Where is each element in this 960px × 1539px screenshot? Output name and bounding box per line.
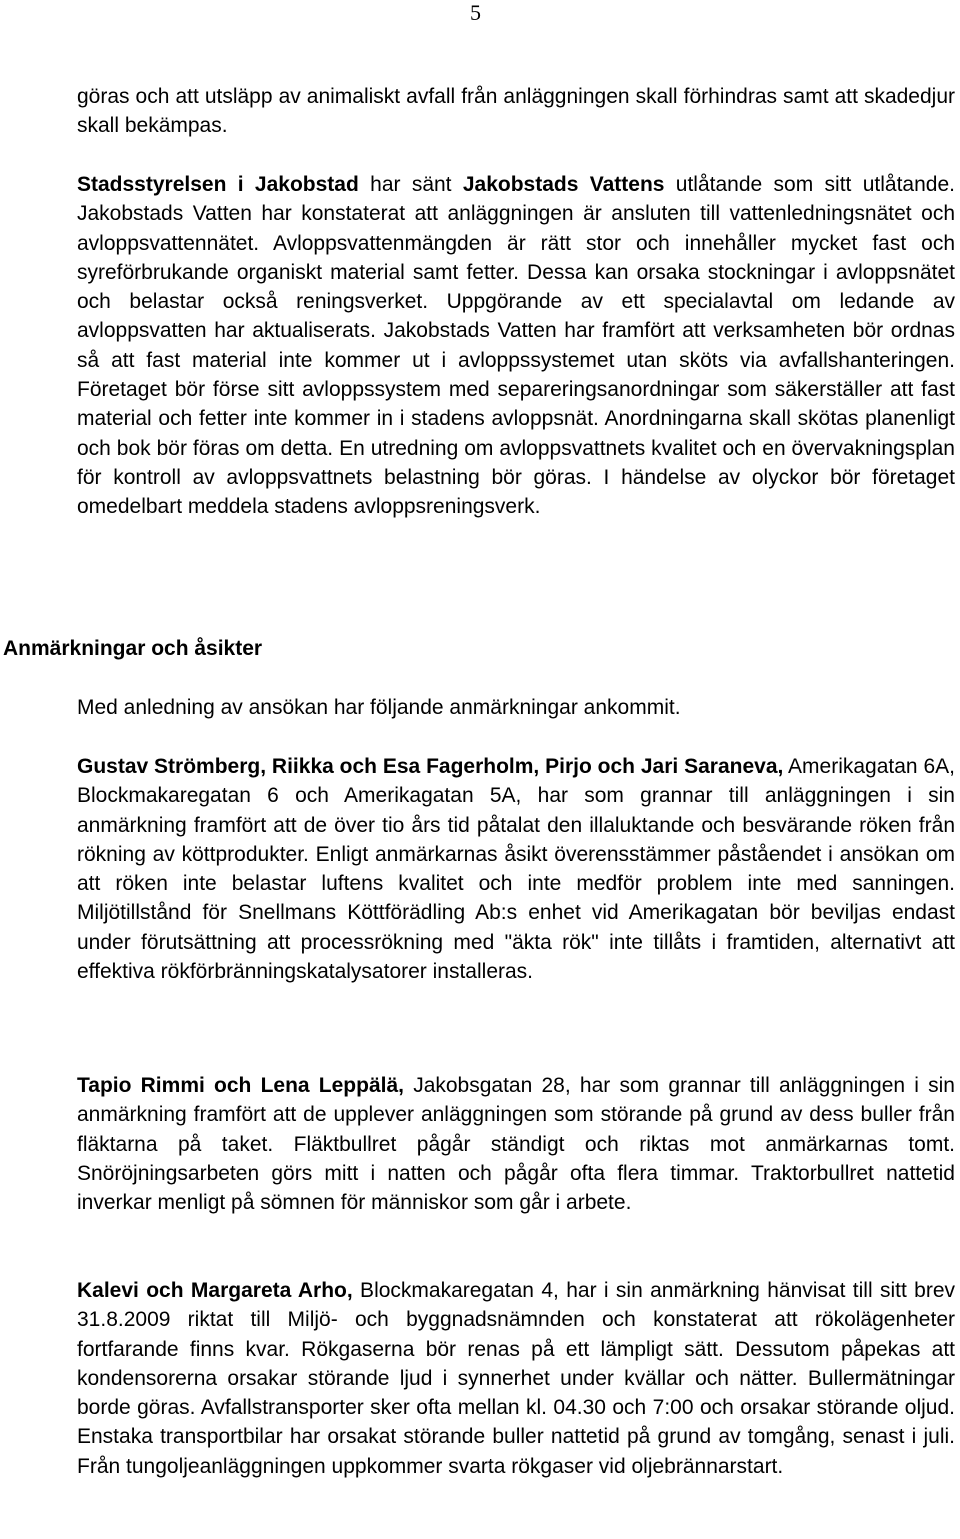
text-statement-body: utlåtande som sitt utlåtande. Jakobstads Vatten har konstaterat att anläggningen är ansluten till vattenledningsnätet och avloppsvattennätet. Avloppsvattenmängden är rätt stor och innehåller mycket fast och syreförbrukande organiskt material samt fetter. Dessa kan orsaka stockningar i avloppsnätet och belastar också reningsverket. Uppgörande av ett specialavtal om ledande av avloppsvatten har aktualiserats. Jakobstads Vatten har framfört att verksamheten bör ordnas så att fast material inte kommer ut i avloppssystemet utan sköts via avfallshanteringen. Företaget bör förse sitt avloppssystem med separeringsanordningar som säkerställer att fast material och fetter inte kommer in i stadens avloppsnät. Anordningarna skall skötas planenligt och bok bör föras om detta. En utredning om avloppsvattnets kvalitet och en övervakningsplan för kontroll av avloppsvattnets belastning bör göras. I händelse av olyckor bör företaget omedelbart meddela stadens avloppsreningsverk. [77,173,955,519]
remark-arho [77,1276,955,1481]
paragraph-city-board-statement [77,170,955,522]
paragraph-continuation: göras och att utsläpp av animaliskt avfall från anläggningen skall förhindras samt att skadedjur skall bekämpas. [77,85,955,138]
remark-names: Kalevi och Margareta Arho, [77,1279,353,1302]
remark-rimmi [77,1071,955,1217]
paragraph-intro: Med anledning av ansökan har följande anmärkningar ankommit. [77,696,681,719]
page-number: 5 [470,0,481,25]
remark-names: Gustav Strömberg, Riikka och Esa Fagerholm, Pirjo och Jari Saraneva, [77,755,784,778]
remark-text: Blockmakaregatan 4, har i sin anmärkning hänvisat till sitt brev 31.8.2009 riktat till Miljö- och byggnadsnämnden och konstaterat att rökolägenheter fortfarande finns kvar. Rökgaserna bör renas på ett lämpligt sätt. Dessutom påpekas att kondensorerna orsakar störande ljud i synnerhet under kvällar och nätter. Bullermätningar borde göras. Avfallstransporter sker ofta mellan kl. 04.30 och 7:00 och orsakar störande oljud. Enstaka transportbilar har orsakat störande buller nattetid på grund av tomgång, senast i juli. Från tungoljeanläggningen uppkommer svarta rökgaser vid oljebrännarstart. [77,1279,956,1478]
text-sent: har sänt [358,173,463,196]
bold-water-utility: Jakobstads Vattens [462,173,665,196]
remark-text: Amerikagatan 6A, Blockmakaregatan 6 och Amerikagatan 5A, har som grannar till anläggningen i sin anmärkning framfört att de över tio års tid påtalat den illaluktande och besvärande röken från rökning av köttprodukter. Enligt anmärkarnas åsikt överensstämmer påståendet i ansökan om att röken inte belastar luftens kvalitet och inte medför problem inte med sanningen. Miljötillstånd för Snellmans Köttförädling Ab:s enhet vid Amerikagatan bör beviljas endast under förutsättning att processrökning med "äkta rök" inte tillåts i framtiden, alternativt att effektiva rökförbränningskatalysatorer installeras. [77,755,955,984]
bold-city-board: Stadsstyrelsen i Jakobstad [77,173,359,196]
remark-text: Jakobsgatan 28, har som grannar till anläggningen i sin anmärkning framfört att de upplever anläggningen som störande på grund av dess buller från fläktarna på taket. Fläktbullret pågår ständigt och riktas mot anmärkarnas tomt. Snöröjningsarbeten görs mitt i natten och pågår ofta flera timmar. Traktorbullret nattetid inverkar menligt på sömnen för människor som går i arbete. [77,1074,955,1215]
remark-stromberg [77,752,955,986]
section-heading: Anmärkningar och åsikter [3,637,263,660]
remark-names: Tapio Rimmi och Lena Leppälä, [77,1074,404,1097]
